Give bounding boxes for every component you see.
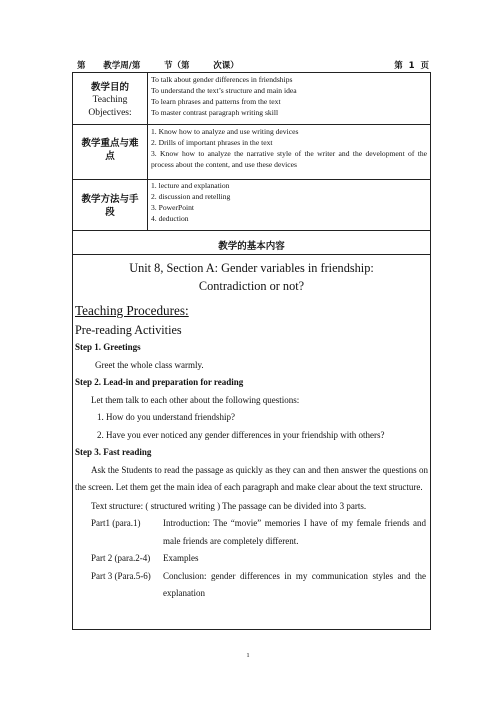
section-title: 教学的基本内容 <box>218 241 285 252</box>
key-point-item: 3. Know how to analyze the narrative style of the writer and the development of the process about the content, and use these devices <box>151 149 427 169</box>
label-column-divider <box>147 124 148 230</box>
key-point-item: 2. Drills of important phrases in the text <box>151 138 273 147</box>
step-text: Greet the whole class warmly. <box>95 359 204 370</box>
structure-part: Part 2 (para.2-4) Examples <box>91 553 199 563</box>
step-text: Let them talk to each other about the following questions: <box>91 394 300 405</box>
key-points-cell <box>151 126 427 170</box>
lesson-plan-table <box>72 72 431 630</box>
step-heading: Step 3. Fast reading <box>75 447 152 457</box>
step-text: Ask the Students to read the passage as quickly as they can and then answer the questions on the screen. Let them get the main idea of each paragraph and make clear about the text structure. <box>75 464 428 492</box>
key-point-item: 1. Know how to analyze and use writing devices <box>151 127 299 136</box>
lesson-content <box>75 259 428 603</box>
row-divider <box>73 124 430 125</box>
unit-title: Unit 8, Section A: Gender variables in friendship: <box>129 261 374 275</box>
objective-item: To master contrast paragraph writing skill <box>151 108 279 117</box>
objective-item: To understand the text’s structure and main idea <box>151 86 297 95</box>
methods-label: 教学方法与手 段 <box>81 194 139 218</box>
step-heading: Step 1. Greetings <box>75 342 141 352</box>
page-label: 第 1 页 <box>394 61 429 71</box>
structure-text: Text structure: ( structured writing ) The passage can be divided into 3 parts. <box>91 500 367 511</box>
unit-subtitle: Contradiction or not? <box>198 279 305 293</box>
objectives-cell <box>151 74 427 118</box>
method-item: 3. PowerPoint <box>151 203 195 212</box>
objective-item: To talk about gender differences in friendships <box>151 75 293 84</box>
method-item: 1. lecture and explanation <box>151 181 230 190</box>
row-divider <box>73 254 430 255</box>
procedures-heading: Teaching Procedures: <box>75 303 189 318</box>
objective-item: To learn phrases and patterns from the text <box>151 97 281 106</box>
row-divider <box>73 230 430 231</box>
page-number: 1 <box>246 652 250 659</box>
question-item: 2. Have you ever noticed any gender differences in your friendship with others? <box>97 429 385 440</box>
page-header <box>73 59 433 71</box>
method-item: 4. deduction <box>151 214 189 223</box>
method-item: 2. discussion and retelling <box>151 192 231 201</box>
structure-part: Part1 (para.1) Introduction: The “movie” memories I have of my female friends and male friends are completely different. <box>91 518 426 546</box>
structure-part: Part 3 (Para.5-6) Conclusion: gender differences in my communication styles and the explanation <box>91 570 426 598</box>
objectives-label: 教学目的 Teaching Objectives: <box>88 82 132 118</box>
prereading-heading: Pre-reading Activities <box>75 323 182 337</box>
step-heading: Step 2. Lead-in and preparation for reading <box>75 377 244 387</box>
teaching-week-label: 第 教学周/第 节（第 次课） <box>77 61 239 71</box>
methods-cell <box>151 180 427 224</box>
question-item: 1. How do you understand friendship? <box>97 412 235 422</box>
key-points-label: 教学重点与难 点 <box>81 138 139 162</box>
